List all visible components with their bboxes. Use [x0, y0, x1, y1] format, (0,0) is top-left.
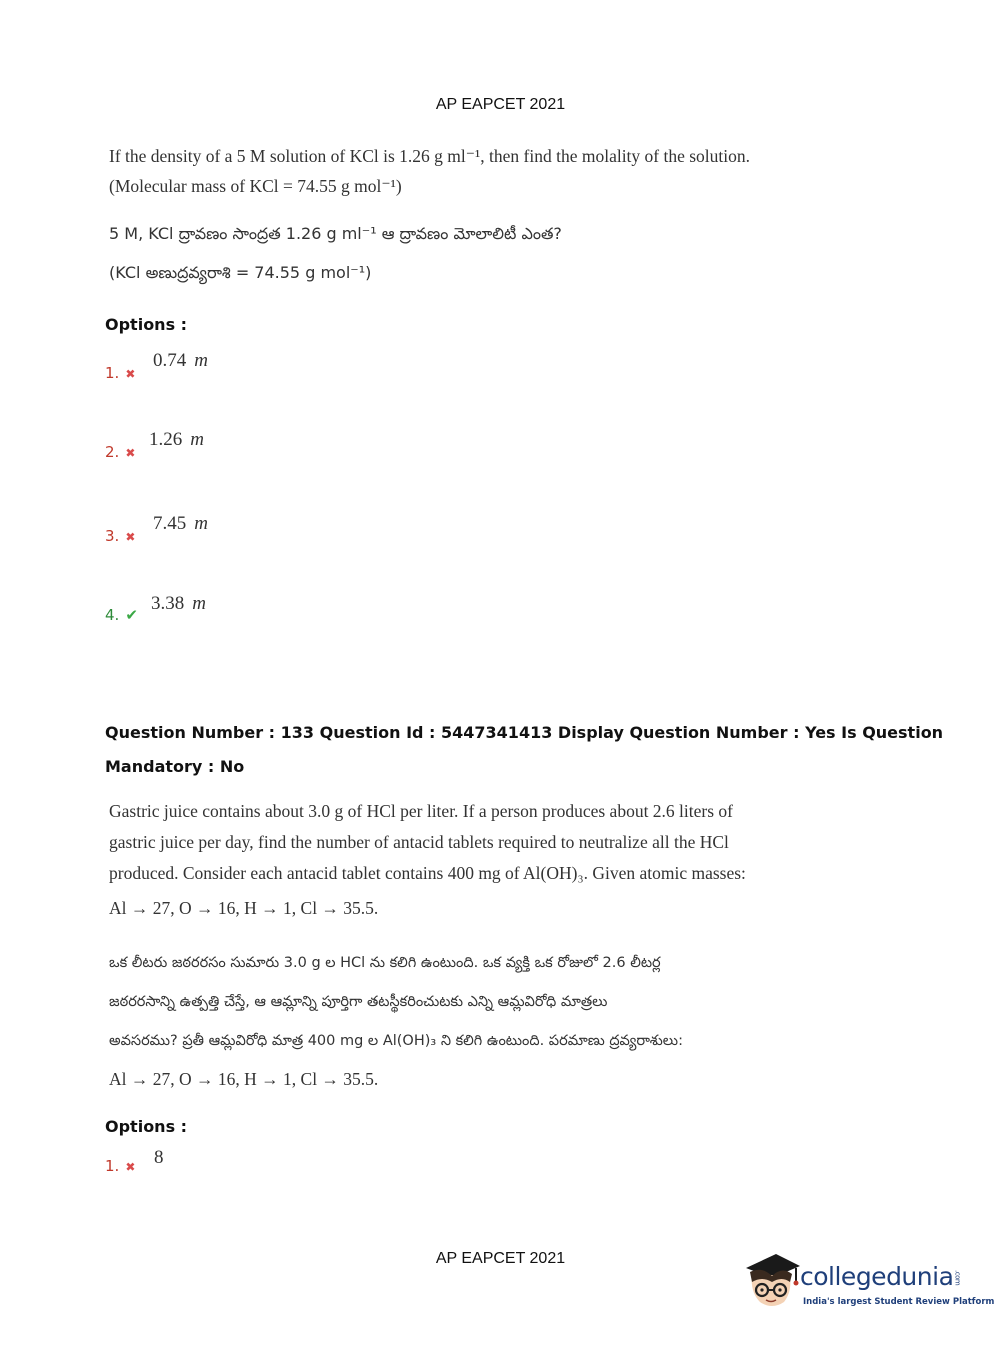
q1-option-1-number: 1. ✖	[105, 364, 136, 382]
check-icon: ✔	[125, 606, 138, 624]
wrong-icon: ✖	[125, 446, 136, 460]
q1-option-2-number: 2. ✖	[105, 443, 136, 461]
q2-option-1-value: 8	[154, 1147, 164, 1168]
wrong-icon: ✖	[125, 530, 136, 544]
q1-option-3-value: 7.45 m	[153, 513, 208, 534]
q1-option-1-value: 0.74 m	[153, 350, 208, 371]
q1-option-3-number: 3. ✖	[105, 527, 136, 545]
q1-english-line2: (Molecular mass of KCl = 74.55 g mol⁻¹)	[109, 176, 402, 196]
q1-option-4-value: 3.38 m	[151, 593, 206, 614]
q1-options-label: Options :	[105, 315, 188, 334]
page-footer: AP EAPCET 2021	[435, 1250, 566, 1267]
q1-option-2-value: 1.26 m	[149, 429, 204, 450]
q2-english-line4: Al → 27, O → 16, H → 1, Cl → 35.5.	[109, 898, 379, 918]
q2-english-line3: produced. Consider each antacid tablet contains 400 mg of Al(OH)₃. Given atomic masses:	[109, 863, 746, 883]
q1-english-line1: If the density of a 5 M solution of KCl is 1.26 g ml⁻¹, then find the molality of the solution.	[109, 146, 751, 166]
q2-meta-line2: Mandatory : No	[105, 757, 245, 776]
q2-english-line2: gastric juice per day, find the number of antacid tablets required to neutralize all the HCl	[109, 832, 729, 852]
q1-telugu-line2: (KCl అణుద్రవ్యరాశి = 74.55 g mol⁻¹)	[109, 263, 372, 282]
q1-option-4-number: 4. ✔	[105, 606, 138, 624]
q2-telugu-line1: ఒక లీటరు జఠరరసం సుమారు 3.0 g ల HCl ను కలిగి ఉంటుంది. ఒక వ్యక్తి ఒక రోజులో 2.6 లీటర్ల	[109, 955, 661, 971]
q2-option-1-number: 1. ✖	[105, 1157, 136, 1175]
q2-telugu-line4: Al → 27, O → 16, H → 1, Cl → 35.5.	[109, 1069, 379, 1089]
q1-telugu-line1: 5 M, KCl ద్రావణం సాంద్రత 1.26 g ml⁻¹ ఆ ద్రావణం మోలాలిటీ ఎంత?	[109, 224, 562, 243]
collegedunia-mascot-icon	[742, 1248, 802, 1314]
page-header: AP EAPCET 2021	[435, 96, 566, 113]
q2-options-label: Options :	[105, 1117, 188, 1136]
wrong-icon: ✖	[125, 367, 136, 381]
q2-english-line1: Gastric juice contains about 3.0 g of HCl per liter. If a person produces about 2.6 liters of	[109, 801, 734, 821]
q2-meta-line1: Question Number : 133 Question Id : 5447341413 Display Question Number : Yes Is Question	[105, 723, 944, 742]
q2-telugu-line2: జఠరరసాన్ని ఉత్పత్తి చేస్తే, ఆ ఆమ్లాన్ని పూర్తిగా తటస్థీకరించుటకు ఎన్ని ఆమ్లవిరోధి మాత్రలు	[109, 994, 608, 1010]
collegedunia-tagline: India's largest Student Review Platform	[803, 1297, 995, 1307]
wrong-icon: ✖	[125, 1160, 136, 1174]
collegedunia-logo-text: collegedunia.com	[800, 1262, 962, 1291]
q2-telugu-line3: అవసరము? ప్రతీ ఆమ్లవిరోధి మాత్ర 400 mg ల Al(OH)₃ ని కలిగి ఉంటుంది. పరమాణు ద్రవ్యరాశులు:	[109, 1033, 683, 1049]
